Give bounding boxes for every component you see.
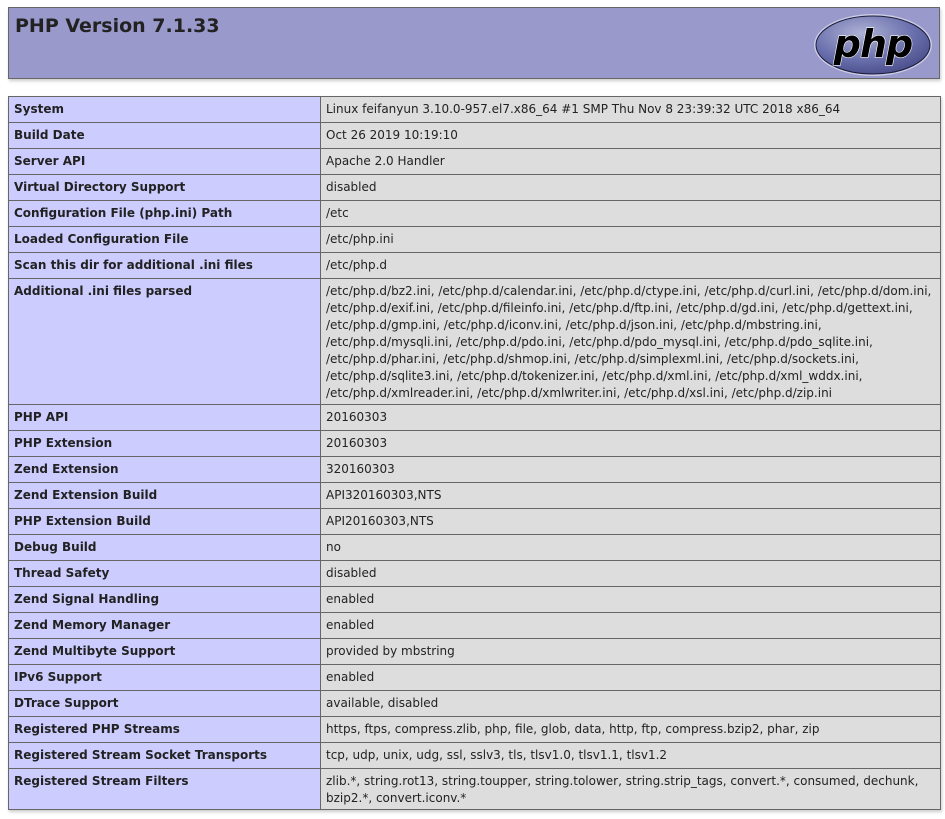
row-key: IPv6 Support: [9, 665, 321, 691]
row-value: disabled: [321, 561, 941, 587]
table-row: [9, 457, 941, 483]
table-row: [9, 97, 941, 123]
row-key: Configuration File (php.ini) Path: [9, 201, 321, 227]
row-value: 20160303: [321, 431, 941, 457]
page-title: PHP Version 7.1.33: [15, 15, 220, 37]
table-row: [9, 175, 941, 201]
row-key: PHP Extension Build: [9, 509, 321, 535]
page-header: [8, 7, 940, 79]
row-value: API20160303,NTS: [321, 509, 941, 535]
row-value: Linux feifanyun 3.10.0-957.el7.x86_64 #1 SMP Thu Nov 8 23:39:32 UTC 2018 x86_64: [321, 97, 941, 123]
table-row: [9, 431, 941, 457]
row-value: /etc/php.ini: [321, 227, 941, 253]
row-value: 20160303: [321, 405, 941, 431]
row-key: Registered Stream Filters: [9, 769, 321, 810]
row-key: Thread Safety: [9, 561, 321, 587]
table-row: [9, 769, 941, 810]
row-value: enabled: [321, 665, 941, 691]
row-key: Zend Extension: [9, 457, 321, 483]
row-key: PHP Extension: [9, 431, 321, 457]
row-key: Server API: [9, 149, 321, 175]
row-key: Build Date: [9, 123, 321, 149]
row-value: 320160303: [321, 457, 941, 483]
table-row: [9, 717, 941, 743]
table-row: [9, 279, 941, 405]
row-key: Zend Extension Build: [9, 483, 321, 509]
row-key: Scan this dir for additional .ini files: [9, 253, 321, 279]
table-row: [9, 665, 941, 691]
table-row: [9, 639, 941, 665]
row-value: available, disabled: [321, 691, 941, 717]
table-row: [9, 405, 941, 431]
table-row: [9, 253, 941, 279]
row-value: enabled: [321, 587, 941, 613]
row-value: tcp, udp, unix, udg, ssl, sslv3, tls, tlsv1.0, tlsv1.1, tlsv1.2: [321, 743, 941, 769]
table-row: [9, 743, 941, 769]
row-key: DTrace Support: [9, 691, 321, 717]
row-key: System: [9, 97, 321, 123]
table-row: [9, 201, 941, 227]
logo-text: php: [833, 22, 913, 66]
row-key: Zend Multibyte Support: [9, 639, 321, 665]
row-value: disabled: [321, 175, 941, 201]
row-value: enabled: [321, 613, 941, 639]
table-row: [9, 613, 941, 639]
row-value: API320160303,NTS: [321, 483, 941, 509]
row-key: Additional .ini files parsed: [9, 279, 321, 405]
php-logo-icon: [813, 13, 933, 77]
row-value: /etc: [321, 201, 941, 227]
row-value: https, ftps, compress.zlib, php, file, glob, data, http, ftp, compress.bzip2, phar, zip: [321, 717, 941, 743]
info-table: [8, 96, 941, 810]
table-row: [9, 587, 941, 613]
table-row: [9, 123, 941, 149]
row-value: /etc/php.d/bz2.ini, /etc/php.d/calendar.ini, /etc/php.d/ctype.ini, /etc/php.d/curl.ini, /etc/php.d/dom.ini, /etc/php.d/exif.ini, /etc/php.d/fileinfo.ini, /etc/php.d/ftp.ini, /etc/php.d/gd.ini, /etc/php.d/gettext.ini, /etc/php.d/gmp.ini, /etc/php.d/iconv.ini, /etc/php.d/json.ini, /etc/php.d/mbstring.ini, /etc/php.d/mysqli.ini, /etc/php.d/pdo.ini, /etc/php.d/pdo_mysql.ini, /etc/php.d/pdo_sqlite.ini, /etc/php.d/phar.ini, /etc/php.d/shmop.ini, /etc/php.d/simplexml.ini, /etc/php.d/sockets.ini, /etc/php.d/sqlite3.ini, /etc/php.d/tokenizer.ini, /etc/php.d/xml.ini, /etc/php.d/xml_wddx.ini, /etc/php.d/xmlreader.ini, /etc/php.d/xmlwriter.ini, /etc/php.d/xsl.ini, /etc/php.d/zip.ini: [321, 279, 941, 405]
row-value: Oct 26 2019 10:19:10: [321, 123, 941, 149]
table-row: [9, 483, 941, 509]
table-row: [9, 691, 941, 717]
row-value: zlib.*, string.rot13, string.toupper, string.tolower, string.strip_tags, convert.*, consumed, dechunk, bzip2.*, convert.iconv.*: [321, 769, 941, 810]
row-key: Zend Memory Manager: [9, 613, 321, 639]
row-key: Registered Stream Socket Transports: [9, 743, 321, 769]
row-value: no: [321, 535, 941, 561]
table-row: [9, 149, 941, 175]
row-value: provided by mbstring: [321, 639, 941, 665]
row-key: Zend Signal Handling: [9, 587, 321, 613]
row-value: Apache 2.0 Handler: [321, 149, 941, 175]
table-row: [9, 227, 941, 253]
row-key: Debug Build: [9, 535, 321, 561]
row-value: /etc/php.d: [321, 253, 941, 279]
row-key: PHP API: [9, 405, 321, 431]
row-key: Loaded Configuration File: [9, 227, 321, 253]
table-row: [9, 561, 941, 587]
table-row: [9, 535, 941, 561]
table-row: [9, 509, 941, 535]
row-key: Registered PHP Streams: [9, 717, 321, 743]
row-key: Virtual Directory Support: [9, 175, 321, 201]
